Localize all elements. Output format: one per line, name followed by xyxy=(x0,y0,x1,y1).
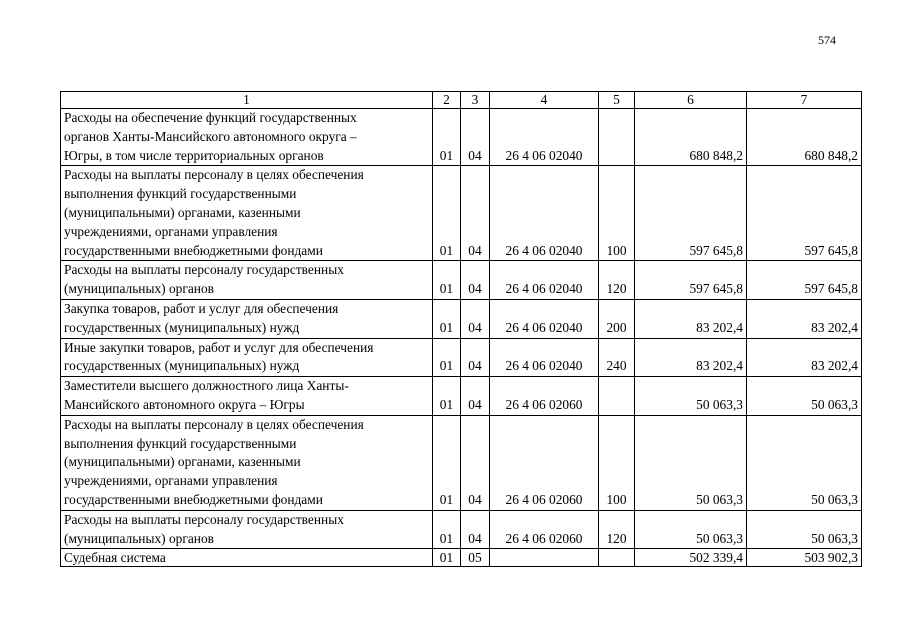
expense-type-code: 200 xyxy=(599,299,635,338)
column-header: 5 xyxy=(599,92,635,109)
target-item-code: 26 4 06 02060 xyxy=(490,510,599,549)
section-code: 01 xyxy=(433,109,461,166)
amount-col7: 50 063,3 xyxy=(747,415,862,510)
target-item-code: 26 4 06 02060 xyxy=(490,377,599,416)
amount-col6: 597 645,8 xyxy=(635,261,747,300)
section-code: 01 xyxy=(433,377,461,416)
subsection-code: 04 xyxy=(461,377,490,416)
target-item-code: 26 4 06 02040 xyxy=(490,166,599,261)
subsection-code: 04 xyxy=(461,415,490,510)
expense-type-code: 120 xyxy=(599,510,635,549)
amount-col6: 502 339,4 xyxy=(635,549,747,567)
table-row xyxy=(61,377,862,416)
section-code: 01 xyxy=(433,510,461,549)
expense-type-code xyxy=(599,377,635,416)
column-header: 7 xyxy=(747,92,862,109)
subsection-code: 04 xyxy=(461,261,490,300)
amount-col6: 83 202,4 xyxy=(635,299,747,338)
table-row xyxy=(61,510,862,549)
table-header-row xyxy=(61,92,862,109)
expense-name: Иные закупки товаров, работ и услуг для обеспечения государственных (муниципальных) нужд xyxy=(61,338,433,377)
expense-name: Расходы на выплаты персоналу в целях обеспечения выполнения функций государственными (муниципальными) органами, казенными учреждениями, органами управления государственными внебюджетными фондами xyxy=(61,415,433,510)
amount-col6: 50 063,3 xyxy=(635,377,747,416)
amount-col7: 50 063,3 xyxy=(747,510,862,549)
subsection-code: 04 xyxy=(461,166,490,261)
expense-type-code: 120 xyxy=(599,261,635,300)
expense-type-code: 240 xyxy=(599,338,635,377)
column-header: 6 xyxy=(635,92,747,109)
section-code: 01 xyxy=(433,299,461,338)
amount-col7: 83 202,4 xyxy=(747,338,862,377)
subsection-code: 04 xyxy=(461,299,490,338)
expense-name: Закупка товаров, работ и услуг для обеспечения государственных (муниципальных) нужд xyxy=(61,299,433,338)
table-row xyxy=(61,109,862,166)
column-header: 3 xyxy=(461,92,490,109)
table-row xyxy=(61,338,862,377)
page-number: 574 xyxy=(818,33,836,47)
subsection-code: 05 xyxy=(461,549,490,567)
amount-col7: 680 848,2 xyxy=(747,109,862,166)
target-item-code xyxy=(490,549,599,567)
target-item-code: 26 4 06 02060 xyxy=(490,415,599,510)
subsection-code: 04 xyxy=(461,510,490,549)
table-row xyxy=(61,166,862,261)
expense-type-code xyxy=(599,549,635,567)
column-header: 1 xyxy=(61,92,433,109)
expense-type-code xyxy=(599,109,635,166)
section-code: 01 xyxy=(433,261,461,300)
amount-col6: 50 063,3 xyxy=(635,415,747,510)
amount-col6: 597 645,8 xyxy=(635,166,747,261)
table-row xyxy=(61,299,862,338)
section-code: 01 xyxy=(433,415,461,510)
expense-type-code: 100 xyxy=(599,166,635,261)
amount-col7: 597 645,8 xyxy=(747,261,862,300)
expense-name: Судебная система xyxy=(61,549,433,567)
expense-name: Расходы на обеспечение функций государственных органов Ханты-Мансийского автономного округа – Югры, в том числе территориальных органов xyxy=(61,109,433,166)
column-header: 4 xyxy=(490,92,599,109)
amount-col7: 503 902,3 xyxy=(747,549,862,567)
section-code: 01 xyxy=(433,549,461,567)
expense-type-code: 100 xyxy=(599,415,635,510)
expense-name: Расходы на выплаты персоналу государственных (муниципальных) органов xyxy=(61,510,433,549)
table-row xyxy=(61,549,862,567)
expense-name: Заместители высшего должностного лица Ханты- Мансийского автономного округа – Югры xyxy=(61,377,433,416)
expense-name: Расходы на выплаты персоналу в целях обеспечения выполнения функций государственными (муниципальными) органами, казенными учреждениями, органами управления государственными внебюджетными фондами xyxy=(61,166,433,261)
target-item-code: 26 4 06 02040 xyxy=(490,261,599,300)
section-code: 01 xyxy=(433,338,461,377)
amount-col6: 83 202,4 xyxy=(635,338,747,377)
table-row xyxy=(61,261,862,300)
subsection-code: 04 xyxy=(461,109,490,166)
amount-col6: 50 063,3 xyxy=(635,510,747,549)
target-item-code: 26 4 06 02040 xyxy=(490,109,599,166)
target-item-code: 26 4 06 02040 xyxy=(490,299,599,338)
amount-col7: 597 645,8 xyxy=(747,166,862,261)
amount-col6: 680 848,2 xyxy=(635,109,747,166)
budget-table xyxy=(60,91,862,567)
expense-name: Расходы на выплаты персоналу государственных (муниципальных) органов xyxy=(61,261,433,300)
table-row xyxy=(61,415,862,510)
column-header: 2 xyxy=(433,92,461,109)
subsection-code: 04 xyxy=(461,338,490,377)
target-item-code: 26 4 06 02040 xyxy=(490,338,599,377)
amount-col7: 83 202,4 xyxy=(747,299,862,338)
section-code: 01 xyxy=(433,166,461,261)
amount-col7: 50 063,3 xyxy=(747,377,862,416)
